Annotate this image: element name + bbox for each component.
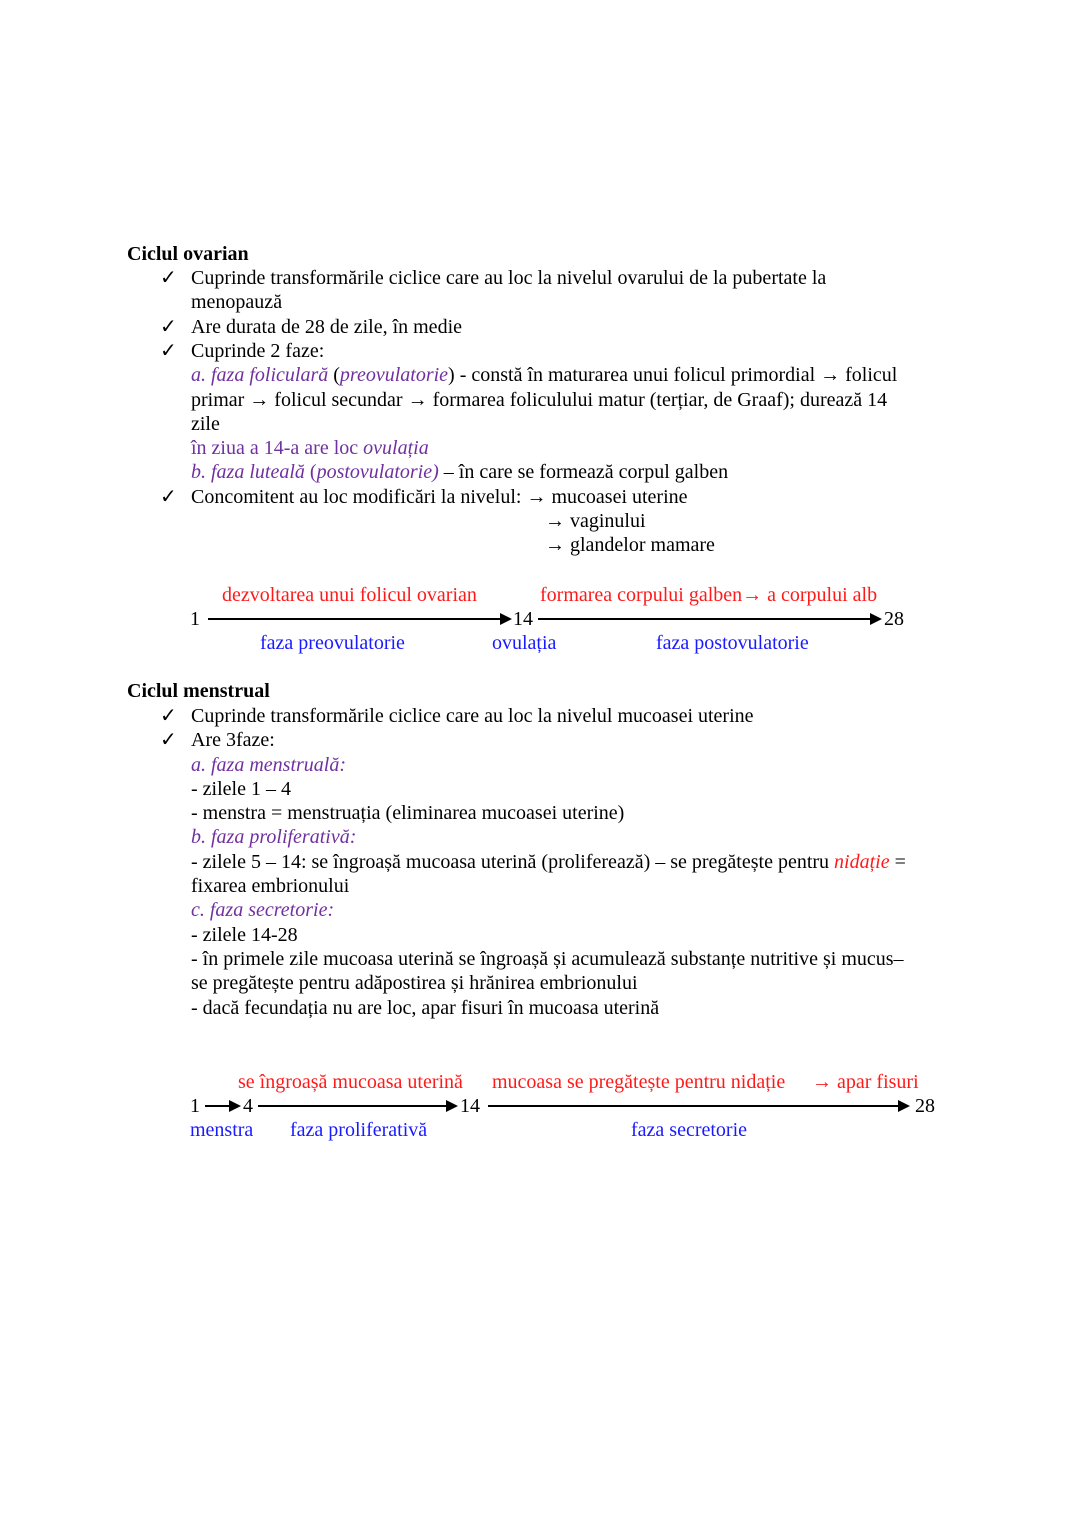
timeline-label-bottom: faza secretorie — [631, 1119, 748, 1141]
ovulation-text: în ziua a 14-a are loc — [191, 437, 364, 459]
phase-label: a. faza foliculară — [191, 364, 329, 386]
phase-text-part: - zilele 5 – 14: se îngroașă mucoasa uterină (proliferează) – se pregătește pentru — [191, 851, 835, 873]
bullet-text: Concomitent au loc modificări la nivelul: → mucoasei uterine — [191, 486, 688, 508]
phase-label: a. faza menstruală: — [191, 754, 346, 776]
phase-text: - zilele 1 – 4 — [191, 778, 291, 800]
bullet-text: Are 3faze: — [191, 729, 275, 751]
check-icon: ✓ — [160, 316, 177, 338]
section-title-ovarian: Ciclul ovarian — [127, 243, 249, 265]
timeline-day: 14 — [460, 1095, 480, 1117]
phase-b-line — [191, 460, 728, 484]
phase-label: c. faza secretorie: — [191, 899, 335, 921]
bullet-text: Cuprinde transformările ciclice care au loc la nivelul mucoasei uterine — [191, 705, 754, 727]
timeline-day: 1 — [190, 1095, 200, 1117]
phase-text: fixarea embrionului — [191, 875, 350, 897]
timeline-label-bottom: faza preovulatorie — [260, 632, 405, 654]
check-icon: ✓ — [160, 729, 177, 751]
timeline-day: 28 — [915, 1095, 935, 1117]
check-icon: ✓ — [160, 340, 177, 362]
timeline-label-bottom: faza postovulatorie — [656, 632, 809, 654]
ovulation-term: ovulația — [363, 437, 429, 459]
phase-text: ) - constă în maturarea unui folicul primordial → folicul — [448, 364, 898, 386]
phase-text-part: = — [889, 851, 906, 873]
timeline-label-bottom: ovulația — [492, 632, 557, 654]
timeline-label-top: → apar fisuri — [812, 1071, 919, 1093]
timeline-day: 28 — [884, 608, 904, 630]
bullet-subitem: → glandelor mamare — [545, 534, 715, 556]
section-title-menstrual: Ciclul menstrual — [127, 680, 270, 702]
check-icon: ✓ — [160, 267, 177, 289]
check-icon: ✓ — [160, 705, 177, 727]
phase-text: - în primele zile mucoasa uterină se îngroașă și acumulează substanțe nutritive și mucus– — [191, 948, 904, 970]
timeline-day: 1 — [190, 608, 200, 630]
timeline-label-top: se îngroașă mucoasa uterină — [238, 1071, 463, 1093]
timeline-label-bottom: faza proliferativă — [290, 1119, 428, 1141]
phase-term: preovulatorie — [339, 364, 449, 386]
timeline-day: 4 — [243, 1095, 253, 1117]
ovulation-line — [191, 436, 429, 460]
phase-text: - menstra = menstruația (eliminarea mucoasei uterine) — [191, 802, 625, 824]
arrow-right-icon — [488, 1105, 908, 1107]
timeline-label-top: formarea corpului galben→ a corpului alb — [540, 584, 878, 606]
arrow-right-icon — [258, 1105, 456, 1107]
phase-text: se pregătește pentru adăpostirea și hrănirea embrionului — [191, 972, 638, 994]
arrow-right-icon — [205, 1105, 239, 1107]
timeline-label-top: dezvoltarea unui folicul ovarian — [222, 584, 477, 606]
timeline-day: 14 — [513, 608, 533, 630]
paren: ( — [304, 461, 317, 483]
phase-text: – în care se formează corpul galben — [438, 461, 729, 483]
timeline-label-top: mucoasa se pregătește pentru nidație — [492, 1071, 786, 1093]
bullet-text: Cuprinde 2 faze: — [191, 340, 325, 362]
timeline-label-bottom: menstra — [190, 1119, 254, 1141]
arrow-right-icon — [208, 618, 510, 620]
phase-label: b. faza luteală — [191, 461, 305, 483]
phase-label: b. faza proliferativă: — [191, 826, 357, 848]
paren: ( — [328, 364, 340, 386]
bullet-text: Are durata de 28 de zile, în medie — [191, 316, 462, 338]
nidation-term: nidație — [834, 851, 890, 873]
phase-text: - dacă fecundația nu are loc, apar fisuri în mucoasa uterină — [191, 997, 660, 1019]
arrow-right-icon — [538, 618, 880, 620]
phase-text — [191, 850, 906, 874]
check-icon: ✓ — [160, 486, 177, 508]
bullet-text: menopauză — [191, 291, 283, 313]
bullet-text: Cuprinde transformările ciclice care au loc la nivelul ovarului de la pubertate la — [191, 267, 827, 289]
phase-text: primar → folicul secundar → formarea foliculului matur (terțiar, de Graaf); durează 14 — [191, 389, 888, 411]
phase-term: postovulatorie) — [316, 461, 439, 483]
phase-a-line — [191, 363, 897, 387]
phase-text: zile — [191, 413, 220, 435]
bullet-subitem: → vaginului — [545, 510, 646, 532]
phase-text: - zilele 14-28 — [191, 924, 298, 946]
